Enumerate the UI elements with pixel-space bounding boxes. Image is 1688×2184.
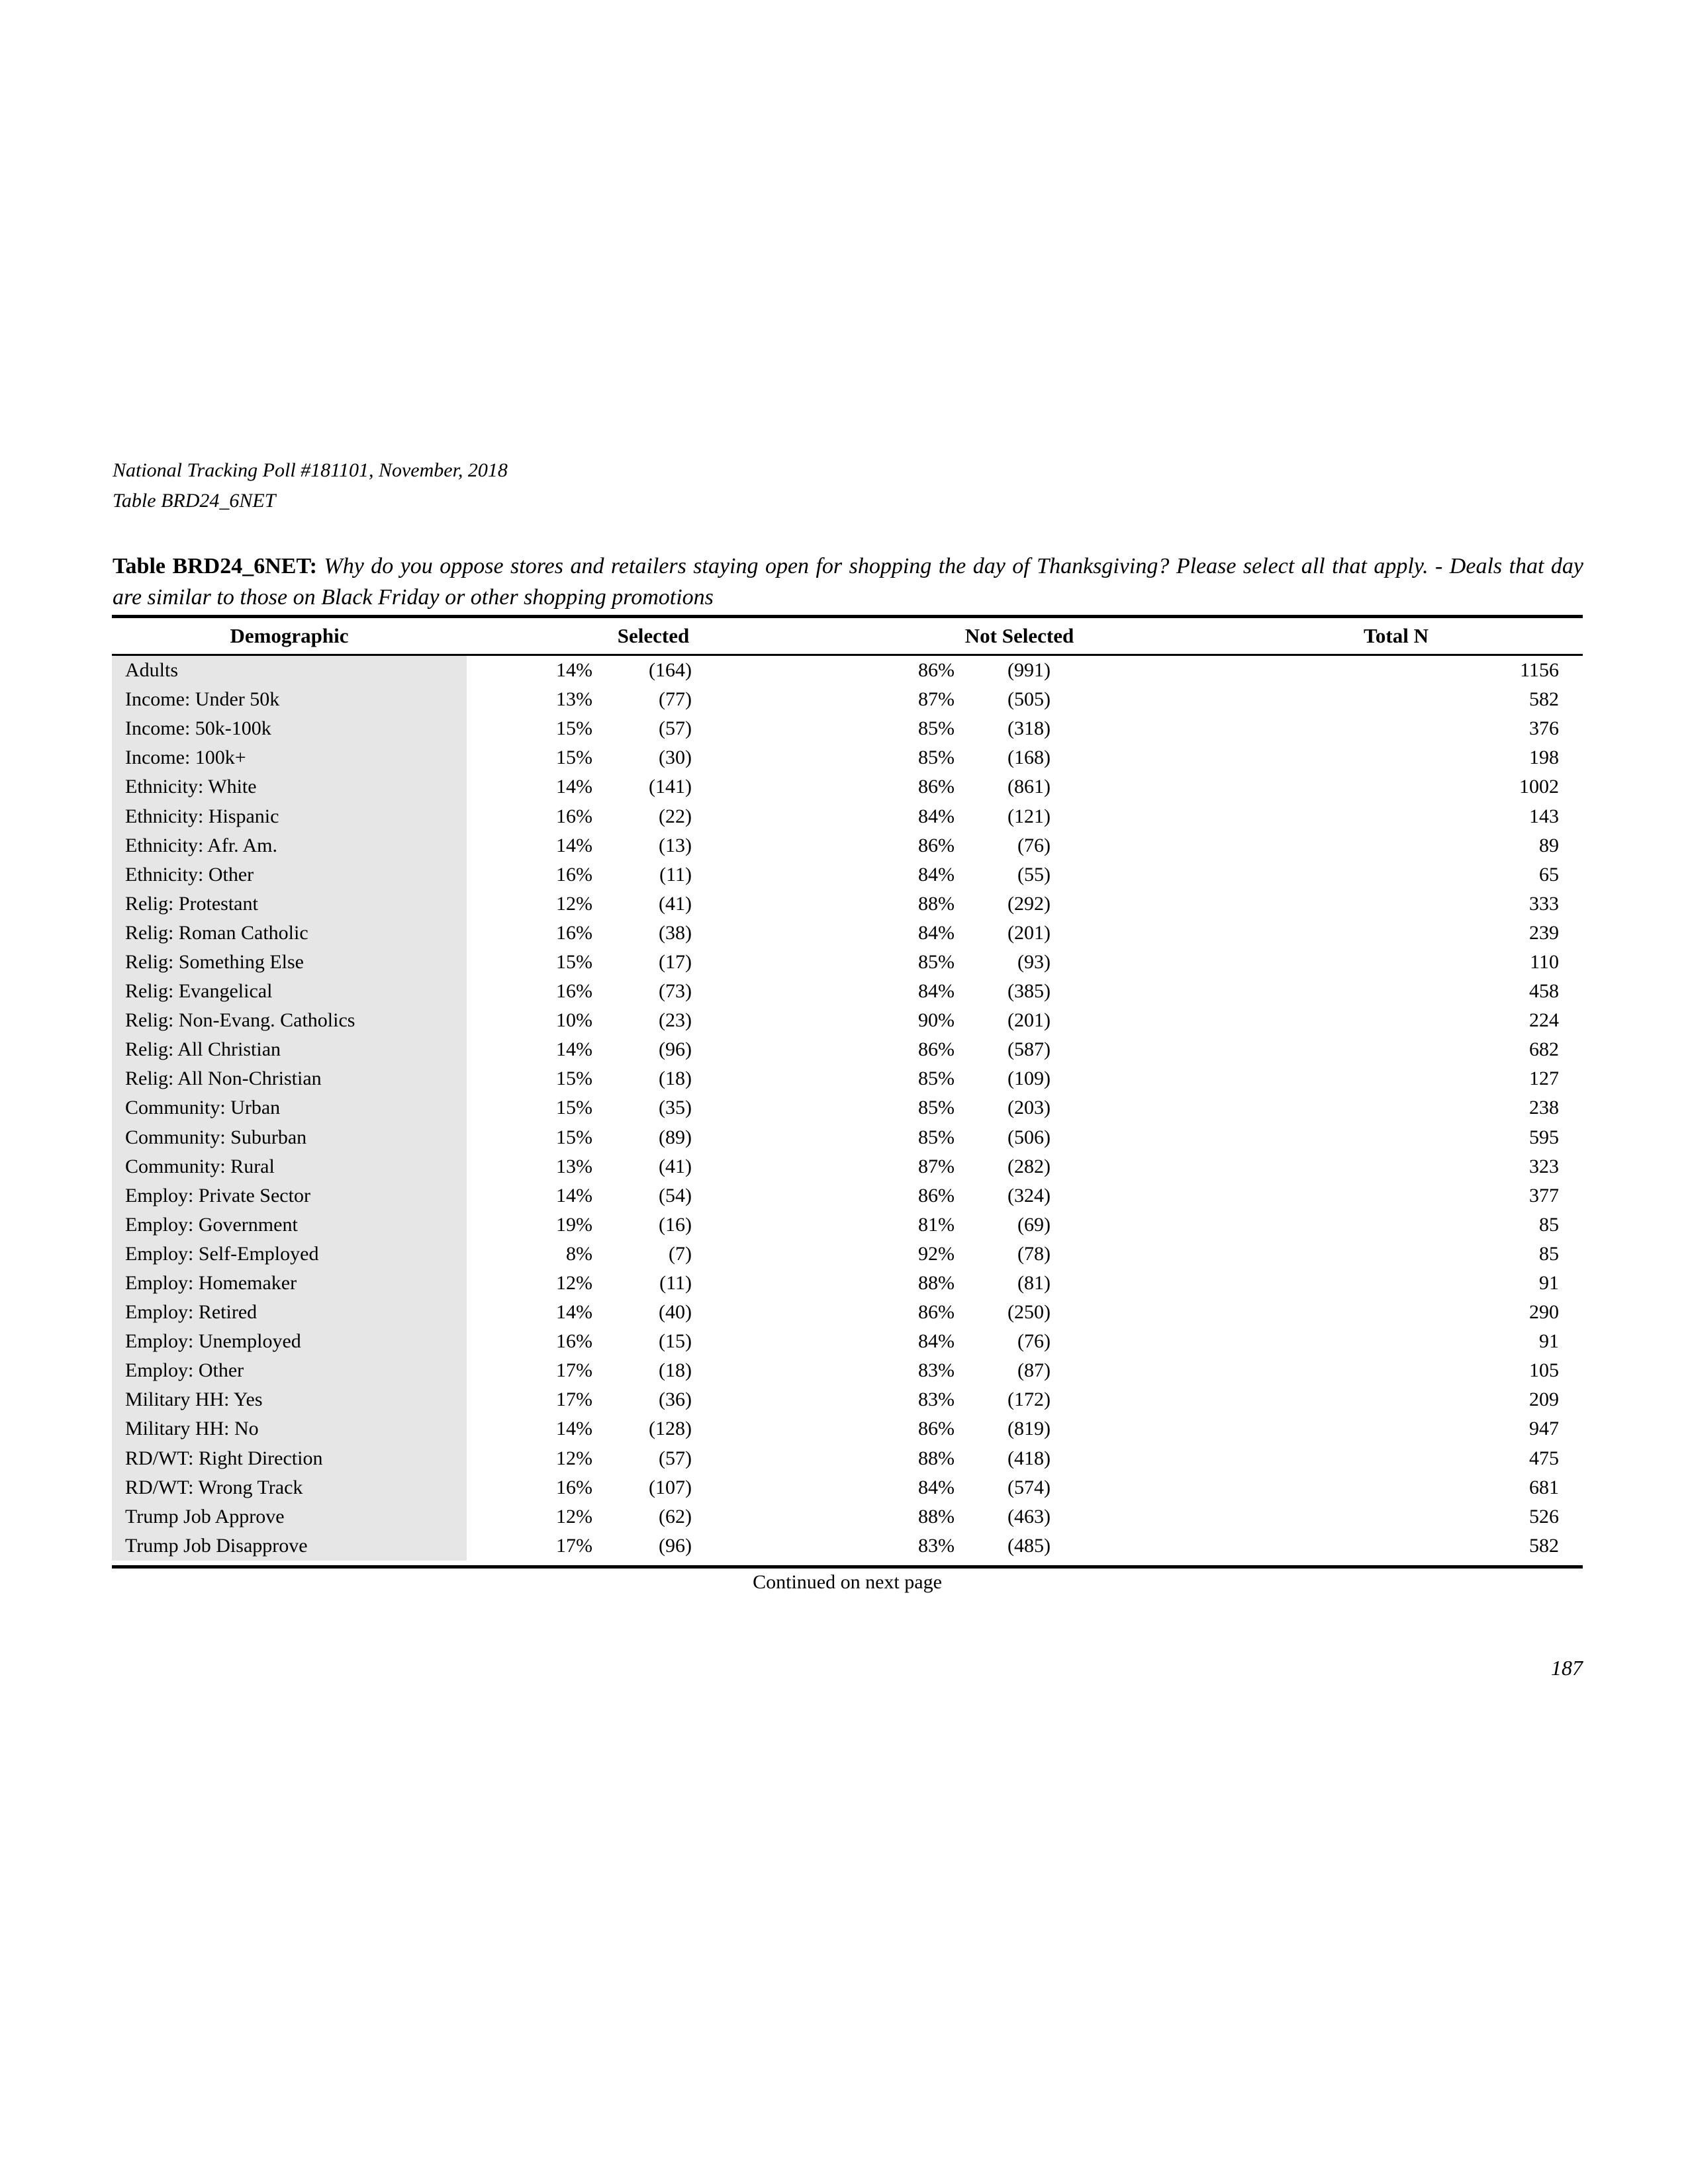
row-total-n: 595 bbox=[1529, 1126, 1559, 1148]
table-row bbox=[112, 1385, 1583, 1414]
row-total-n: 475 bbox=[1529, 1447, 1559, 1469]
row-not-selected-pct: 84% bbox=[918, 921, 955, 944]
table-row bbox=[112, 1414, 1583, 1443]
row-total-n: 198 bbox=[1529, 747, 1559, 769]
table-body bbox=[112, 656, 1583, 1561]
row-total-n: 947 bbox=[1529, 1418, 1559, 1440]
row-selected-pct: 16% bbox=[556, 863, 592, 886]
row-demographic: Employ: Self-Employed bbox=[112, 1240, 467, 1269]
row-not-selected-n: (463) bbox=[1008, 1505, 1051, 1527]
row-demographic: Military HH: Yes bbox=[112, 1385, 467, 1414]
table-row bbox=[112, 1269, 1583, 1298]
row-total-n: 105 bbox=[1529, 1359, 1559, 1382]
row-not-selected-n: (69) bbox=[1017, 1213, 1051, 1236]
poll-id-line: National Tracking Poll #181101, November, 2018 bbox=[113, 459, 508, 481]
row-selected-n: (23) bbox=[659, 1009, 692, 1032]
table-row bbox=[112, 1035, 1583, 1064]
row-demographic: Employ: Homemaker bbox=[112, 1269, 467, 1298]
table-row bbox=[112, 1181, 1583, 1210]
row-demographic: Relig: Something Else bbox=[112, 948, 467, 977]
row-demographic: RD/WT: Right Direction bbox=[112, 1444, 467, 1473]
row-demographic: Income: Under 50k bbox=[112, 685, 467, 714]
row-not-selected-n: (87) bbox=[1017, 1359, 1051, 1382]
row-total-n: 91 bbox=[1539, 1272, 1559, 1295]
row-selected-n: (77) bbox=[659, 688, 692, 711]
table-bottom-rule bbox=[112, 1565, 1583, 1569]
row-total-n: 85 bbox=[1539, 1213, 1559, 1236]
table-row bbox=[112, 656, 1583, 685]
row-total-n: 91 bbox=[1539, 1330, 1559, 1353]
row-selected-n: (13) bbox=[659, 834, 692, 856]
row-not-selected-pct: 83% bbox=[918, 1534, 955, 1557]
table-row bbox=[112, 1093, 1583, 1122]
row-selected-pct: 15% bbox=[556, 717, 592, 740]
row-selected-n: (57) bbox=[659, 717, 692, 740]
row-total-n: 323 bbox=[1529, 1155, 1559, 1177]
column-header-selected: Selected bbox=[617, 624, 690, 647]
row-demographic: Ethnicity: Afr. Am. bbox=[112, 831, 467, 860]
row-demographic: Employ: Private Sector bbox=[112, 1181, 467, 1210]
row-not-selected-pct: 83% bbox=[918, 1388, 955, 1411]
row-total-n: 1156 bbox=[1520, 659, 1559, 682]
row-not-selected-pct: 86% bbox=[918, 1301, 955, 1324]
row-not-selected-pct: 86% bbox=[918, 659, 955, 682]
row-not-selected-n: (109) bbox=[1008, 1068, 1051, 1090]
row-selected-n: (18) bbox=[659, 1068, 692, 1090]
row-selected-pct: 15% bbox=[556, 1097, 592, 1119]
row-total-n: 65 bbox=[1539, 863, 1559, 886]
row-not-selected-pct: 88% bbox=[918, 1272, 955, 1295]
row-demographic: Employ: Unemployed bbox=[112, 1327, 467, 1356]
row-not-selected-pct: 86% bbox=[918, 776, 955, 798]
table-row bbox=[112, 977, 1583, 1006]
row-not-selected-pct: 83% bbox=[918, 1359, 955, 1382]
row-selected-pct: 13% bbox=[556, 688, 592, 711]
row-not-selected-pct: 84% bbox=[918, 980, 955, 1003]
row-not-selected-n: (485) bbox=[1008, 1534, 1051, 1557]
row-selected-pct: 13% bbox=[556, 1155, 592, 1177]
row-not-selected-n: (385) bbox=[1008, 980, 1051, 1003]
row-selected-pct: 16% bbox=[556, 980, 592, 1003]
row-not-selected-n: (587) bbox=[1008, 1038, 1051, 1061]
row-not-selected-n: (93) bbox=[1017, 950, 1051, 973]
row-selected-pct: 16% bbox=[556, 805, 592, 827]
table-row bbox=[112, 1327, 1583, 1356]
table-row bbox=[112, 831, 1583, 860]
row-selected-pct: 16% bbox=[556, 921, 592, 944]
row-not-selected-pct: 87% bbox=[918, 688, 955, 711]
row-not-selected-n: (819) bbox=[1008, 1418, 1051, 1440]
row-total-n: 376 bbox=[1529, 717, 1559, 740]
row-selected-pct: 14% bbox=[556, 659, 592, 682]
running-header bbox=[113, 455, 508, 516]
row-not-selected-pct: 85% bbox=[918, 950, 955, 973]
row-selected-n: (128) bbox=[649, 1418, 692, 1440]
table-caption-label: Table BRD24_6NET: bbox=[113, 554, 317, 578]
row-total-n: 682 bbox=[1529, 1038, 1559, 1061]
row-selected-n: (73) bbox=[659, 980, 692, 1003]
row-selected-n: (7) bbox=[669, 1242, 692, 1265]
row-selected-n: (54) bbox=[659, 1184, 692, 1206]
row-not-selected-pct: 84% bbox=[918, 805, 955, 827]
row-selected-n: (41) bbox=[659, 892, 692, 915]
row-selected-n: (38) bbox=[659, 921, 692, 944]
row-not-selected-n: (172) bbox=[1008, 1388, 1051, 1411]
row-not-selected-pct: 84% bbox=[918, 863, 955, 886]
row-demographic: Ethnicity: White bbox=[112, 772, 467, 801]
table-row bbox=[112, 889, 1583, 919]
table-row bbox=[112, 948, 1583, 977]
row-selected-pct: 17% bbox=[556, 1534, 592, 1557]
row-not-selected-pct: 85% bbox=[918, 717, 955, 740]
row-demographic: Relig: All Non-Christian bbox=[112, 1064, 467, 1093]
table-caption-question: Why do you oppose stores and retailers staying open for shopping the day of Thanksgiving? Please select all that apply. - Deals that day are similar to those on Black Friday or other shopping promotions bbox=[113, 554, 1583, 610]
row-demographic: Relig: Non-Evang. Catholics bbox=[112, 1006, 467, 1035]
row-total-n: 89 bbox=[1539, 834, 1559, 856]
row-not-selected-pct: 85% bbox=[918, 747, 955, 769]
row-selected-pct: 16% bbox=[556, 1330, 592, 1353]
row-not-selected-n: (250) bbox=[1008, 1301, 1051, 1324]
row-selected-pct: 14% bbox=[556, 1184, 592, 1206]
row-selected-pct: 8% bbox=[566, 1242, 592, 1265]
row-not-selected-pct: 88% bbox=[918, 1447, 955, 1469]
table-caption bbox=[113, 551, 1583, 613]
row-total-n: 377 bbox=[1529, 1184, 1559, 1206]
row-not-selected-n: (121) bbox=[1008, 805, 1051, 827]
table-row bbox=[112, 1356, 1583, 1385]
row-not-selected-pct: 85% bbox=[918, 1097, 955, 1119]
row-selected-n: (36) bbox=[659, 1388, 692, 1411]
row-selected-pct: 12% bbox=[556, 892, 592, 915]
table-row bbox=[112, 1006, 1583, 1035]
row-selected-n: (41) bbox=[659, 1155, 692, 1177]
column-header-not-selected: Not Selected bbox=[964, 624, 1074, 647]
row-demographic: Ethnicity: Other bbox=[112, 860, 467, 889]
row-not-selected-n: (76) bbox=[1017, 834, 1051, 856]
row-not-selected-n: (201) bbox=[1008, 1009, 1051, 1032]
row-demographic: Community: Rural bbox=[112, 1152, 467, 1181]
row-selected-n: (96) bbox=[659, 1534, 692, 1557]
column-header-total-n: Total N bbox=[1364, 624, 1429, 647]
row-selected-n: (89) bbox=[659, 1126, 692, 1148]
row-not-selected-pct: 86% bbox=[918, 834, 955, 856]
row-not-selected-n: (55) bbox=[1017, 863, 1051, 886]
row-not-selected-pct: 88% bbox=[918, 1505, 955, 1527]
row-demographic: Relig: Evangelical bbox=[112, 977, 467, 1006]
row-demographic: Community: Suburban bbox=[112, 1123, 467, 1152]
row-selected-pct: 16% bbox=[556, 1476, 592, 1498]
row-total-n: 110 bbox=[1530, 950, 1559, 973]
row-selected-pct: 14% bbox=[556, 1418, 592, 1440]
row-not-selected-n: (324) bbox=[1008, 1184, 1051, 1206]
row-selected-pct: 15% bbox=[556, 1126, 592, 1148]
row-selected-pct: 14% bbox=[556, 776, 592, 798]
row-not-selected-pct: 86% bbox=[918, 1418, 955, 1440]
row-total-n: 582 bbox=[1529, 688, 1559, 711]
row-total-n: 239 bbox=[1529, 921, 1559, 944]
row-not-selected-pct: 90% bbox=[918, 1009, 955, 1032]
row-selected-n: (16) bbox=[659, 1213, 692, 1236]
row-not-selected-n: (505) bbox=[1008, 688, 1051, 711]
table-header-row bbox=[112, 618, 1583, 654]
row-not-selected-n: (78) bbox=[1017, 1242, 1051, 1265]
row-selected-n: (107) bbox=[649, 1476, 692, 1498]
row-not-selected-pct: 81% bbox=[918, 1213, 955, 1236]
row-demographic: Adults bbox=[112, 656, 467, 685]
table-row bbox=[112, 1240, 1583, 1269]
table-row bbox=[112, 685, 1583, 714]
row-demographic: Employ: Retired bbox=[112, 1298, 467, 1327]
row-selected-pct: 14% bbox=[556, 1301, 592, 1324]
row-not-selected-n: (201) bbox=[1008, 921, 1051, 944]
table-row bbox=[112, 860, 1583, 889]
row-not-selected-n: (318) bbox=[1008, 717, 1051, 740]
row-selected-pct: 19% bbox=[556, 1213, 592, 1236]
row-selected-n: (18) bbox=[659, 1359, 692, 1382]
row-not-selected-pct: 84% bbox=[918, 1476, 955, 1498]
row-selected-n: (11) bbox=[659, 863, 692, 886]
row-selected-n: (141) bbox=[649, 776, 692, 798]
row-not-selected-n: (506) bbox=[1008, 1126, 1051, 1148]
table-row bbox=[112, 801, 1583, 831]
row-total-n: 458 bbox=[1529, 980, 1559, 1003]
row-demographic: Employ: Other bbox=[112, 1356, 467, 1385]
row-total-n: 127 bbox=[1529, 1068, 1559, 1090]
row-total-n: 290 bbox=[1529, 1301, 1559, 1324]
row-demographic: Relig: Roman Catholic bbox=[112, 919, 467, 948]
row-selected-n: (164) bbox=[649, 659, 692, 682]
row-demographic: Relig: Protestant bbox=[112, 889, 467, 919]
row-demographic: Income: 50k-100k bbox=[112, 714, 467, 743]
table-row bbox=[112, 1502, 1583, 1531]
row-total-n: 1002 bbox=[1519, 776, 1559, 798]
row-not-selected-n: (168) bbox=[1008, 747, 1051, 769]
row-selected-pct: 12% bbox=[556, 1272, 592, 1295]
row-not-selected-n: (418) bbox=[1008, 1447, 1051, 1469]
row-not-selected-n: (203) bbox=[1008, 1097, 1051, 1119]
row-selected-n: (22) bbox=[659, 805, 692, 827]
row-selected-n: (15) bbox=[659, 1330, 692, 1353]
continued-note: Continued on next page bbox=[753, 1571, 942, 1593]
row-selected-n: (62) bbox=[659, 1505, 692, 1527]
row-selected-n: (40) bbox=[659, 1301, 692, 1324]
row-not-selected-pct: 85% bbox=[918, 1068, 955, 1090]
column-header-demographic: Demographic bbox=[230, 624, 349, 647]
row-demographic: Trump Job Approve bbox=[112, 1502, 467, 1531]
row-total-n: 85 bbox=[1539, 1242, 1559, 1265]
row-demographic: Relig: All Christian bbox=[112, 1035, 467, 1064]
table-row bbox=[112, 743, 1583, 772]
row-not-selected-n: (861) bbox=[1008, 776, 1051, 798]
row-total-n: 238 bbox=[1529, 1097, 1559, 1119]
row-selected-pct: 14% bbox=[556, 834, 592, 856]
row-total-n: 526 bbox=[1529, 1505, 1559, 1527]
row-demographic: RD/WT: Wrong Track bbox=[112, 1473, 467, 1502]
row-not-selected-n: (991) bbox=[1008, 659, 1051, 682]
row-not-selected-n: (76) bbox=[1017, 1330, 1051, 1353]
row-demographic: Employ: Government bbox=[112, 1210, 467, 1240]
row-selected-pct: 10% bbox=[556, 1009, 592, 1032]
table-row bbox=[112, 1298, 1583, 1327]
table-row bbox=[112, 1210, 1583, 1240]
table-row bbox=[112, 1152, 1583, 1181]
row-selected-pct: 15% bbox=[556, 1068, 592, 1090]
table-row bbox=[112, 714, 1583, 743]
row-selected-pct: 17% bbox=[556, 1359, 592, 1382]
row-selected-pct: 17% bbox=[556, 1388, 592, 1411]
table-id-line: Table BRD24_6NET bbox=[113, 490, 276, 512]
row-selected-pct: 14% bbox=[556, 1038, 592, 1061]
table-row bbox=[112, 1531, 1583, 1561]
row-selected-pct: 15% bbox=[556, 747, 592, 769]
row-demographic: Community: Urban bbox=[112, 1093, 467, 1122]
row-demographic: Trump Job Disapprove bbox=[112, 1531, 467, 1561]
row-demographic: Military HH: No bbox=[112, 1414, 467, 1443]
row-not-selected-pct: 86% bbox=[918, 1038, 955, 1061]
table-row bbox=[112, 919, 1583, 948]
table-row bbox=[112, 1064, 1583, 1093]
row-not-selected-pct: 88% bbox=[918, 892, 955, 915]
row-selected-n: (30) bbox=[659, 747, 692, 769]
row-demographic: Ethnicity: Hispanic bbox=[112, 801, 467, 831]
table-row bbox=[112, 1123, 1583, 1152]
row-not-selected-pct: 85% bbox=[918, 1126, 955, 1148]
row-total-n: 143 bbox=[1529, 805, 1559, 827]
table-row bbox=[112, 772, 1583, 801]
row-selected-pct: 15% bbox=[556, 950, 592, 973]
row-not-selected-pct: 86% bbox=[918, 1184, 955, 1206]
row-demographic: Income: 100k+ bbox=[112, 743, 467, 772]
row-selected-n: (11) bbox=[659, 1272, 692, 1295]
row-not-selected-n: (292) bbox=[1008, 892, 1051, 915]
row-not-selected-n: (81) bbox=[1017, 1272, 1051, 1295]
row-selected-pct: 12% bbox=[556, 1447, 592, 1469]
row-selected-n: (17) bbox=[659, 950, 692, 973]
row-selected-n: (57) bbox=[659, 1447, 692, 1469]
row-selected-pct: 12% bbox=[556, 1505, 592, 1527]
table-row bbox=[112, 1473, 1583, 1502]
row-total-n: 209 bbox=[1529, 1388, 1559, 1411]
row-not-selected-n: (282) bbox=[1008, 1155, 1051, 1177]
row-not-selected-pct: 92% bbox=[918, 1242, 955, 1265]
row-selected-n: (35) bbox=[659, 1097, 692, 1119]
row-total-n: 582 bbox=[1529, 1534, 1559, 1557]
row-not-selected-pct: 84% bbox=[918, 1330, 955, 1353]
row-total-n: 224 bbox=[1529, 1009, 1559, 1032]
row-total-n: 681 bbox=[1529, 1476, 1559, 1498]
row-not-selected-pct: 87% bbox=[918, 1155, 955, 1177]
row-selected-n: (96) bbox=[659, 1038, 692, 1061]
row-total-n: 333 bbox=[1529, 892, 1559, 915]
row-not-selected-n: (574) bbox=[1008, 1476, 1051, 1498]
page-number: 187 bbox=[1551, 1656, 1583, 1680]
table-row bbox=[112, 1444, 1583, 1473]
